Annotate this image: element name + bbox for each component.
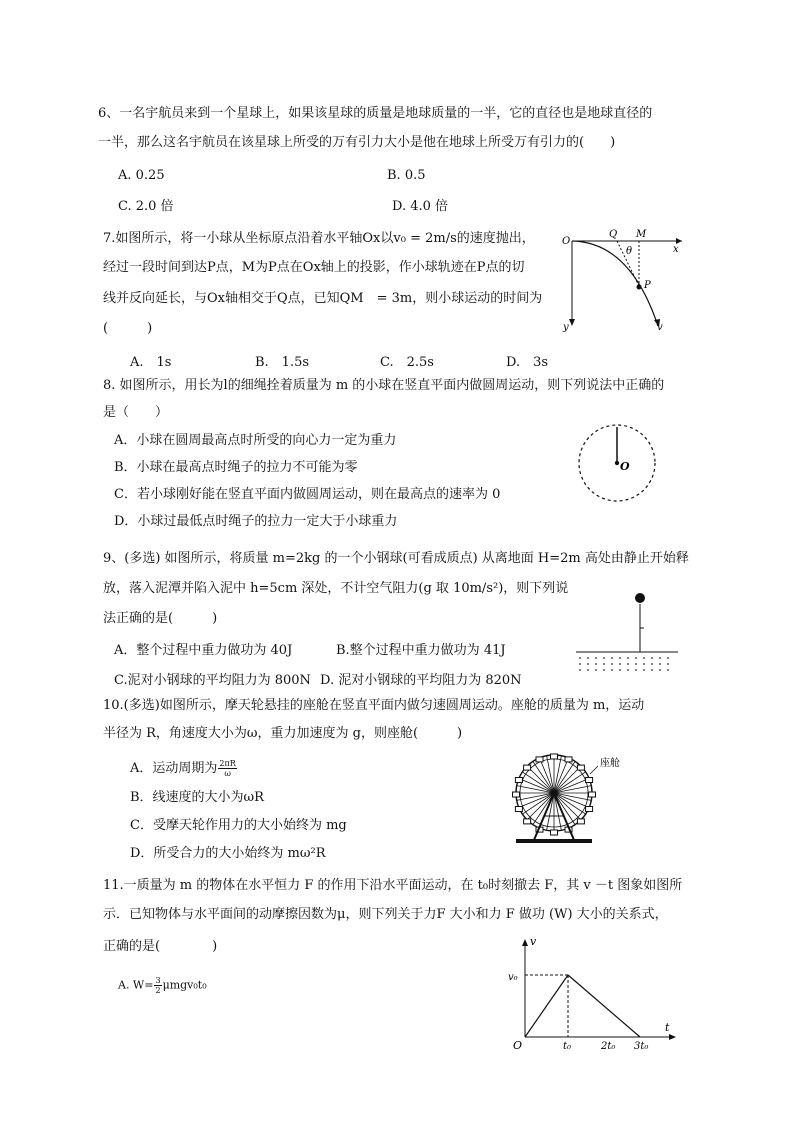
q10-option-a: [130, 759, 238, 778]
q9-stem-line1: 9、(多选) 如图所示，将质量 m=2kg 的一个小钢球(可看成质点) 从离地面 H=2m 高处由静止开始释: [103, 551, 689, 566]
q9-mud-pattern: [579, 657, 669, 671]
q9-option-d: D. 泥对小钢球的平均阻力为 820N: [320, 673, 522, 688]
q6-option-a: A. 0.25: [118, 168, 165, 183]
q10-cabin: [565, 757, 572, 762]
q10-cabin: [515, 807, 522, 812]
q7-projectile-figure: [560, 228, 690, 338]
q11-accel-segment: [525, 975, 568, 1037]
q11-option-a: [118, 976, 207, 995]
q6-stem-line1: 6、一名宇航员来到一个星球上，如果该星球的质量是地球质量的一半，它的直径也是地球直径的: [98, 106, 653, 121]
q10-cabin: [577, 819, 584, 824]
q11-label-v: v: [530, 935, 537, 948]
q10-cabin-label: 座舱: [600, 758, 620, 769]
q9-mud-figure: [574, 588, 680, 678]
q9-option-a: A．整个过程中重力做功为 40J: [114, 643, 293, 658]
q10-label-pointer: [590, 766, 598, 774]
q7-label-x: x: [673, 244, 679, 255]
q8-option-a: A．小球在圆周最高点时所受的向心力一定为重力: [114, 433, 397, 448]
q11-option-a-denominator: 2: [155, 986, 161, 995]
q11-label-2t0: 2t₀: [601, 1041, 616, 1052]
q11-stem-line1: 11.一质量为 m 的物体在水平恒力 F 的作用下沿水平面运动，在 t₀时刻撤去 F，其 v －t 图象如图所: [103, 878, 683, 893]
q10-option-a-denominator: ω: [224, 769, 231, 778]
q6-stem-line2: 一半，那么这名宇航员在该星球上所受的万有引力大小是他在地球上所受万有引力的( ): [98, 135, 616, 150]
q6-option-b: B. 0.5: [387, 168, 426, 183]
q10-cabin: [536, 757, 543, 762]
q7-label-q: Q: [609, 229, 618, 240]
q10-cabin: [513, 792, 520, 797]
q11-label-3t0: 3t₀: [634, 1041, 649, 1052]
q7-label-theta: θ: [626, 246, 633, 257]
q7-stem-line2: 经过一段时间到达P点，M为P点在Ox轴上的投影，作小球轨迹在P点的切: [103, 260, 525, 275]
q7-option-c: C. 2.5s: [380, 355, 434, 370]
q8-option-c: C．若小球刚好能在竖直平面内做圆周运动，则在最高点的速率为 0: [114, 487, 501, 502]
q11-stem-line2: 示．已知物体与水平面间的动摩擦因数为μ，则下列关于力F 大小和力 F 做功 (W) 大小的关系式，: [103, 907, 668, 922]
q10-option-b: B．线速度的大小为ωR: [130, 790, 264, 805]
q10-cabin: [577, 765, 584, 770]
q9-option-c: C.泥对小钢球的平均阻力为 800N: [114, 673, 311, 688]
q10-cabin: [551, 830, 558, 835]
q7-option-a: A. 1s: [130, 355, 172, 370]
q11-label-o: O: [513, 1039, 523, 1052]
q8-circle-figure: [574, 420, 660, 506]
q8-option-d: D．小球过最低点时绳子的拉力一定大于小球重力: [114, 514, 398, 529]
q7-label-p: P: [644, 280, 651, 291]
q8-stem-line2: 是（ ）: [103, 405, 169, 420]
q6-option-c: C. 2.0 倍: [118, 199, 174, 214]
q11-t-arrow-icon: [669, 1034, 676, 1040]
q7-point-p: [637, 285, 642, 290]
q7-label-y: y: [563, 322, 569, 333]
q7-option-b: B. 1.5s: [255, 355, 310, 370]
q10-stem-line1: 10.(多选)如图所示，摩天轮悬挂的座舱在竖直平面内做匀速圆周运动。座舱的质量为 m，运动: [103, 698, 645, 713]
q10-option-c: C．受摩天轮作用力的大小始终为 mg: [130, 818, 347, 833]
q7-stem-line3: 线并反向延长，与Ox轴相交于Q点，已知QM = 3m，则小球运动的时间为: [103, 291, 543, 306]
q7-label-v: v: [657, 322, 663, 333]
q7-label-m: M: [636, 229, 647, 240]
q10-stem-line2: 半径为 R，角速度大小为ω，重力加速度为 g，则座舱( ): [103, 726, 463, 741]
q9-steel-ball: [635, 593, 645, 603]
q6-option-d: D. 4.0 倍: [392, 199, 449, 214]
q11-option-a-prefix: A. W=: [118, 978, 154, 992]
q10-cabin: [586, 807, 593, 812]
q7-label-o: O: [562, 236, 571, 247]
q8-center-point: [615, 461, 619, 465]
q11-option-a-fraction: [154, 976, 161, 995]
q11-label-t: t: [665, 1021, 670, 1034]
q10-base: [516, 839, 592, 843]
q10-option-a-numerator: 2πR: [219, 759, 236, 768]
q10-option-a-prefix: A．运动周期为: [130, 761, 218, 776]
q11-option-a-suffix: μmgv₀t₀: [162, 978, 207, 992]
q10-cabin: [586, 778, 593, 783]
q10-spoke: [527, 766, 554, 793]
q11-decel-segment: [568, 975, 640, 1037]
q9-option-b: B.整个过程中重力做功为 41J: [336, 643, 506, 658]
q7-stem-line4: ( ): [103, 321, 153, 336]
q10-cabin: [515, 778, 522, 783]
q8-label-o: O: [620, 460, 630, 473]
q10-cabin: [524, 765, 531, 770]
q10-cabin: [589, 792, 596, 797]
q10-option-a-fraction: [218, 759, 236, 778]
q7-option-d: D. 3s: [506, 355, 549, 370]
q11-label-v0: v₀: [508, 972, 518, 983]
q10-cabin: [551, 754, 558, 759]
q11-vt-graph: [508, 935, 683, 1055]
q11-stem-line3: 正确的是( ): [103, 939, 218, 954]
q7-stem-line1: 7.如图所示，将一小球从坐标原点沿着水平轴Ox以v₀ = 2m/s的速度抛出，: [103, 231, 535, 246]
q11-label-t0: t₀: [563, 1041, 572, 1052]
q10-spoke: [554, 766, 581, 793]
q11-option-a-numerator: 3: [155, 976, 161, 985]
q9-stem-line2: 放，落入泥潭并陷入泥中 h=5cm 深处，不计空气阻力(g 取 10m/s²)，则下列说: [103, 581, 569, 596]
q9-stem-line3: 法正确的是( ): [103, 611, 218, 626]
q7-y-arrow-icon: [569, 319, 575, 326]
q10-ferris-wheel-figure: [506, 742, 636, 850]
q8-stem-line1: 8. 如图所示，用长为l的细绳拴着质量为 m 的小球在竖直平面内做圆周运动，则下列说法中正确的: [103, 378, 665, 393]
q10-cabin: [524, 819, 531, 824]
q10-option-d: D．所受合力的大小始终为 mω²R: [130, 846, 326, 861]
q11-v-arrow-icon: [522, 939, 528, 946]
q8-option-b: B．小球在最高点时绳子的拉力不可能为零: [114, 460, 358, 475]
